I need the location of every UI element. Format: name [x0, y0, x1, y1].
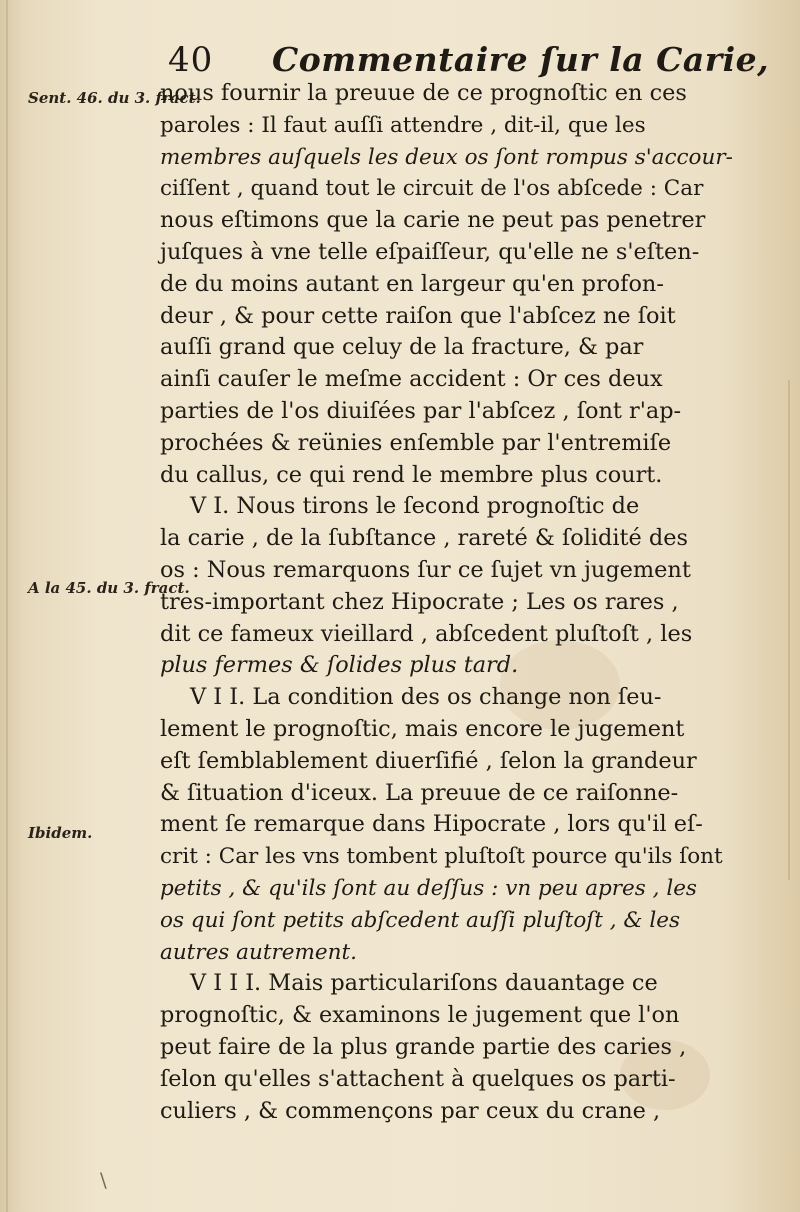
- text-line: ment ſe remarque dans Hipocrate , lors qu'il eſ-: [160, 811, 703, 838]
- text-line: culiers , & commençons par ceux du crane ,: [160, 1097, 661, 1124]
- text-line: plus fermes & ſolides plus tard.: [160, 652, 519, 679]
- text-line: parties de l'os diuiſées par l'abſcez , ſont r'ap-: [160, 397, 682, 424]
- text-line: & ſituation d'iceux. La preuue de ce raiſonne-: [160, 779, 679, 806]
- text-line: membres auſquels les deux os ſont rompus s'accour-: [160, 144, 733, 170]
- text-line: nous eſtimons que la carie ne peut pas penetrer: [160, 207, 706, 234]
- page-number: 40: [168, 40, 214, 80]
- body-text: [160, 78, 733, 1127]
- section-start-line: V I I. La condition des os change non ſeu-: [190, 684, 662, 711]
- text-line: autres autrement.: [160, 939, 357, 965]
- text-line: crit : Car les vns tombent pluſtoſt pource qu'ils ſont: [160, 844, 723, 870]
- text-line: ainſi cauſer le meſme accident : Or ces deux: [160, 366, 663, 393]
- text-line: eſt ſemblablement diuerſifié , ſelon la grandeur: [160, 747, 697, 774]
- text-line: peut faire de la plus grande partie des caries ,: [160, 1033, 687, 1060]
- text-line: dit ce fameux vieillard , abſcedent pluſtoſt , les: [160, 620, 693, 647]
- text-line: du callus, ce qui rend le membre plus court.: [160, 461, 663, 488]
- text-line: os qui ſont petits abſcedent auſſi pluſtoſt , & les: [160, 907, 680, 933]
- text-line: la carie , de la ſubſtance , rareté & ſolidité des: [160, 525, 688, 552]
- text-line: lement le prognoſtic, mais encore le jugement: [160, 715, 685, 742]
- text-line: os : Nous remarquons ſur ce ſujet vn jugement: [160, 556, 691, 583]
- text-line: paroles : Il faut auſſi attendre , dit-il, que les: [160, 112, 646, 138]
- text-line: auſſi grand que celuy de la fracture, & par: [160, 334, 644, 361]
- page-gutter: [6, 0, 8, 1212]
- text-line: deur , & pour cette raiſon que l'abſcez ne ſoit: [160, 302, 676, 329]
- text-line: ſelon qu'elles s'attachent à quelques os parti-: [160, 1065, 676, 1092]
- section-start-line: V I I I. Mais particulariſons dauantage ce: [190, 970, 658, 997]
- text-line: petits , & qu'ils ſont au deſſus : vn peu apres , les: [160, 875, 697, 901]
- text-line: nous fournir la preuue de ce prognoſtic en ces: [160, 80, 687, 106]
- text-line: prognoſtic, & examinons le jugement que l'on: [160, 1002, 680, 1029]
- page-edge: [788, 380, 800, 880]
- paper-mark: \: [100, 1168, 107, 1192]
- text-line: prochées & reünies enſemble par l'entremiſe: [160, 429, 672, 456]
- text-line: de du moins autant en largeur qu'en profon-: [160, 270, 664, 297]
- text-line: ciſſent , quand tout le circuit de l'os abſcede : Car: [160, 176, 704, 202]
- text-line: tres-important chez Hipocrate ; Les os rares ,: [160, 588, 679, 615]
- section-start-line: V I. Nous tirons le ſecond prognoſtic de: [190, 493, 640, 520]
- margin-note: Ibidem.: [28, 824, 93, 842]
- page-header: [160, 20, 780, 78]
- margin-note: A la 45. du 3. fract.: [28, 579, 190, 597]
- text-line: juſques à vne telle eſpaiſſeur, qu'elle ne s'eſten-: [160, 238, 700, 265]
- running-title: Commentaire ſur la Carie,: [272, 40, 770, 79]
- margin-note: Sent. 46. du 3. fract.: [28, 89, 201, 107]
